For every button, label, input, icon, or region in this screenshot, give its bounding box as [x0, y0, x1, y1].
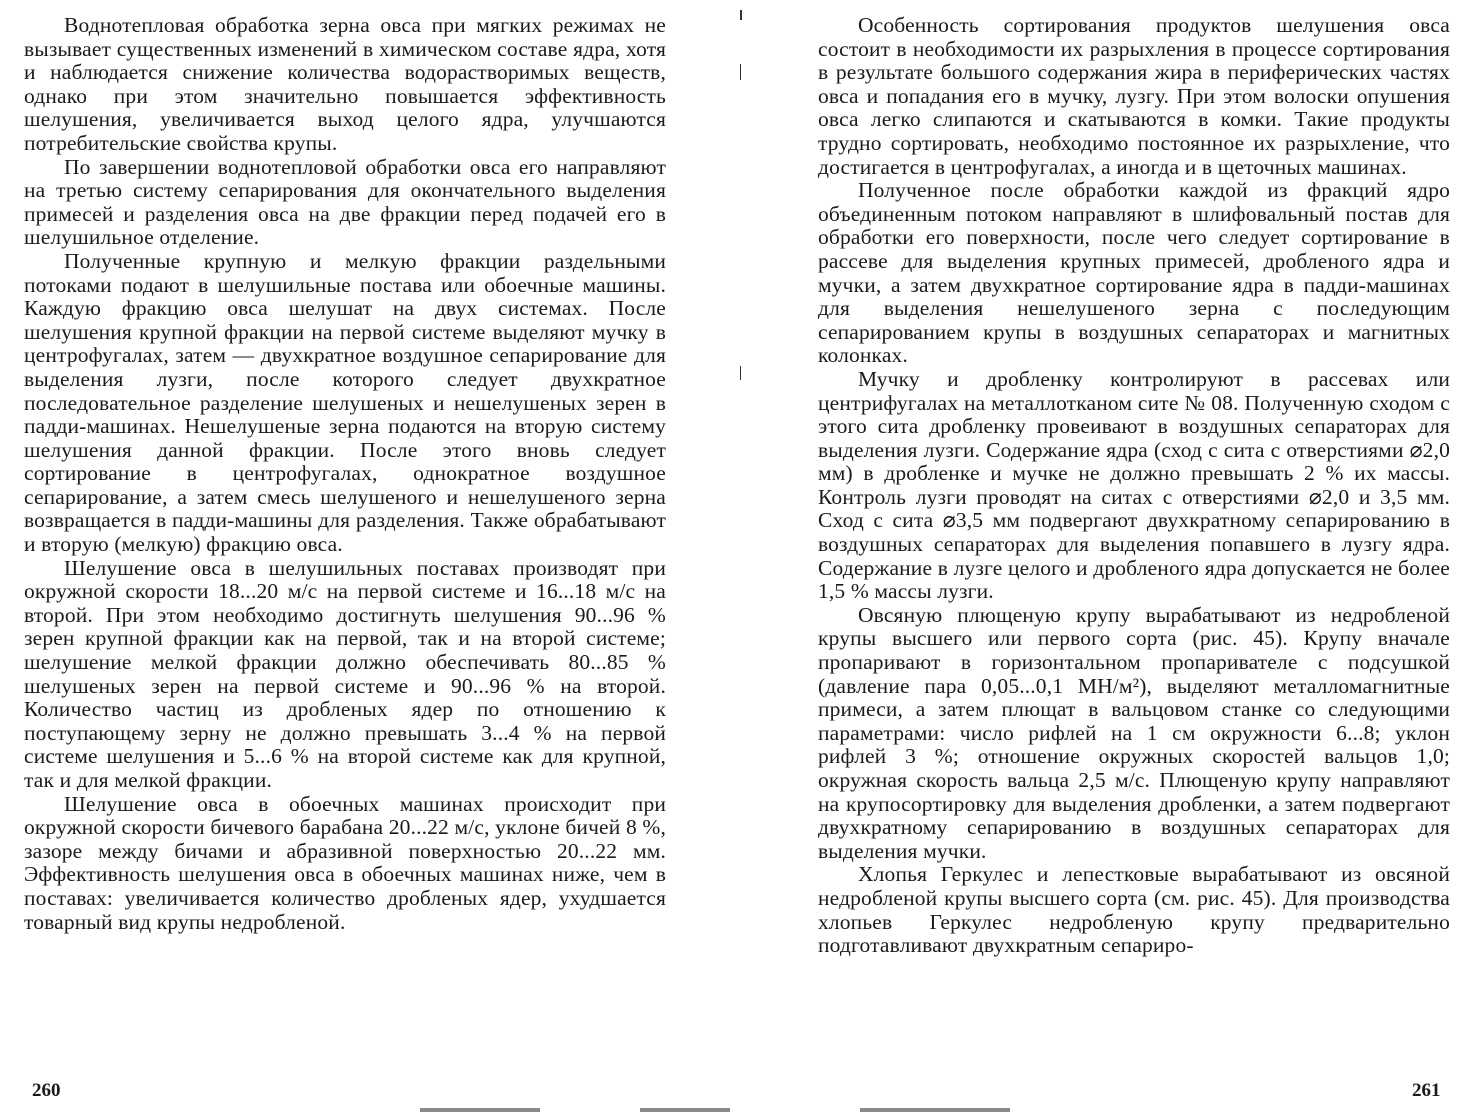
paragraph: Воднотепловая обработка зерна овса при мягких режимах не вызывает существенных изменений в химическом составе ядра, хотя и наблюдается снижение количества водорастворимых веществ, однако при этом значительно повышается эффективность шелушения, увеличивается выход целого ядра, улучшаются потребительские свойства крупы. — [24, 13, 666, 155]
paragraph: Полученные крупную и мелкую фракции раздельными потоками подают в шелушильные постава или обоечные машины. Каждую фракцию овса шелушат на двух системах. После шелушения крупной фракции на первой системе выделяют мучку в центрофугалах, затем — двухкратное воздушное сепарирование для выделения лузги, после которого следует двухкратное последовательное разделение шелушеных и нешелушеных зерен в падди-машинах. Нешелушеные зерна подаются на вторую систему шелушения данной фракции. После этого вновь следует сортирование в центрофугалах, однократное воздушное сепарирование, а затем смесь шелушеного и нешелушеного зерна возвращается в падди-машины для разделения. Также обрабатывают и вторую (мелкую) фракцию овса. — [24, 248, 666, 557]
gutter-mark — [740, 366, 741, 380]
right-page — [818, 14, 1450, 958]
page-number: 261 — [1412, 1080, 1441, 1101]
left-page — [24, 14, 666, 934]
paragraph: По завершении воднотепловой обработки овса его направляют на третью систему сепарирования для окончательного выделения примесей и разделения овса на две фракции перед подачей его в шелушильное отделение. — [24, 154, 666, 250]
paragraph: Хлопья Геркулес и лепестковые вырабатывают из овсяной недробленой крупы высшего сорта (см. рис. 45). Для производства хлопьев Геркулес недробленую крупу предварительно подготавливают двухкратным сепариро- — [818, 862, 1450, 958]
paragraph: Овсяную плющеную крупу вырабатывают из недробленой крупы высшего или первого сорта (рис. 45). Крупу вначале пропаривают в горизонтальном пропаривателе с подсушкой (давление пара 0,05...0,1 МН/м²), выделяют металломагнитные примеси, а затем плющат в вальцовом станке со следующими параметрами: число рифлей на 1 см окружности 6...8; уклон рифлей 3 %; отношение окружных скоростей вальцов 1,0; окружная скорость вальца 2,5 м/с. Плющеную крупу направляют на крупосортировку для выделения дробленки, а затем подвергают двухкратному сепарированию в воздушных сепараторах для выделения мучки. — [818, 602, 1450, 863]
paragraph: Шелушение овса в обоечных машинах происходит при окружной скорости бичевого барабана 20...22 м/с, уклоне бичей 8 %, зазоре между бичами и абразивной поверхностью 20...22 мм. Эффективность шелушения овса в обоечных машинах ниже, чем в поставах: увеличивается количество дробленых ядер, ухудшается товарный вид крупы недробленой. — [24, 791, 666, 934]
page-number: 260 — [32, 1080, 61, 1101]
scan-smudge — [640, 1108, 730, 1112]
scan-smudge — [860, 1108, 1010, 1112]
gutter-mark — [740, 10, 742, 20]
scan-smudge — [420, 1108, 540, 1112]
paragraph: Особенность сортирования продуктов шелушения овса состоит в необходимости их разрыхления в процессе сортирования в результате большого содержания жира в периферических частях овса и попадания его в мучку, лузгу. При этом волоски опушения овса легко слипаются и скатываются в комки. Такие продукты трудно сортировать, необходимо постоянное их разрыхление, что достигается в центрофугалах, а иногда и в щеточных машинах. — [818, 13, 1450, 179]
gutter-mark — [740, 64, 741, 80]
paragraph: Мучку и дробленку контролируют в рассевах или центрифугалах на металлотканом сите № 08. Полученную сходом с этого сита дробленку провеивают в воздушных сепараторах для выделения лузги. Содержание ядра (сход с сита с отверстиями ⌀2,0 мм) в дробленке и мучке не должно превышать 2 % их массы. Контроль лузги проводят на ситах с отверстиями ⌀2,0 и 3,5 мм. Сход с сита ⌀3,5 мм подвергают двухкратному сепарированию в воздушных сепараторах для выделения попавшего в лузгу ядра. Содержание в лузге целого и дробленого ядра допускается не более 1,5 % массы лузги. — [818, 366, 1450, 604]
paragraph: Шелушение овса в шелушильных поставах производят при окружной скорости 18...20 м/с на первой системе и 16...18 м/с на второй. При этом необходимо достигнуть шелушения 90...96 % зерен крупной фракции как на первой, так и на второй системе; шелушение мелкой фракции должно обеспечивать 80...85 % шелушеных зерен на первой системе и 90...96 % на второй. Количество частиц из дробленых ядер по отношению к поступающему зерну не должно превышать 3...4 % на первой системе шелушения и 5...6 % на второй системе как для крупной, так и для мелкой фракции. — [24, 555, 666, 792]
paragraph: Полученное после обработки каждой из фракций ядро объединенным потоком направляют в шлифовальный постав для обработки его поверхности, после чего следует сортирование в рассеве для выделения крупных примесей, дробленого ядра и мучки, а затем двухкратное сортирование ядра в падди-машинах для выделения нешелушеного зерна с последующим сепарированием крупы в воздушных сепараторах и магнитных колонках. — [818, 178, 1450, 368]
